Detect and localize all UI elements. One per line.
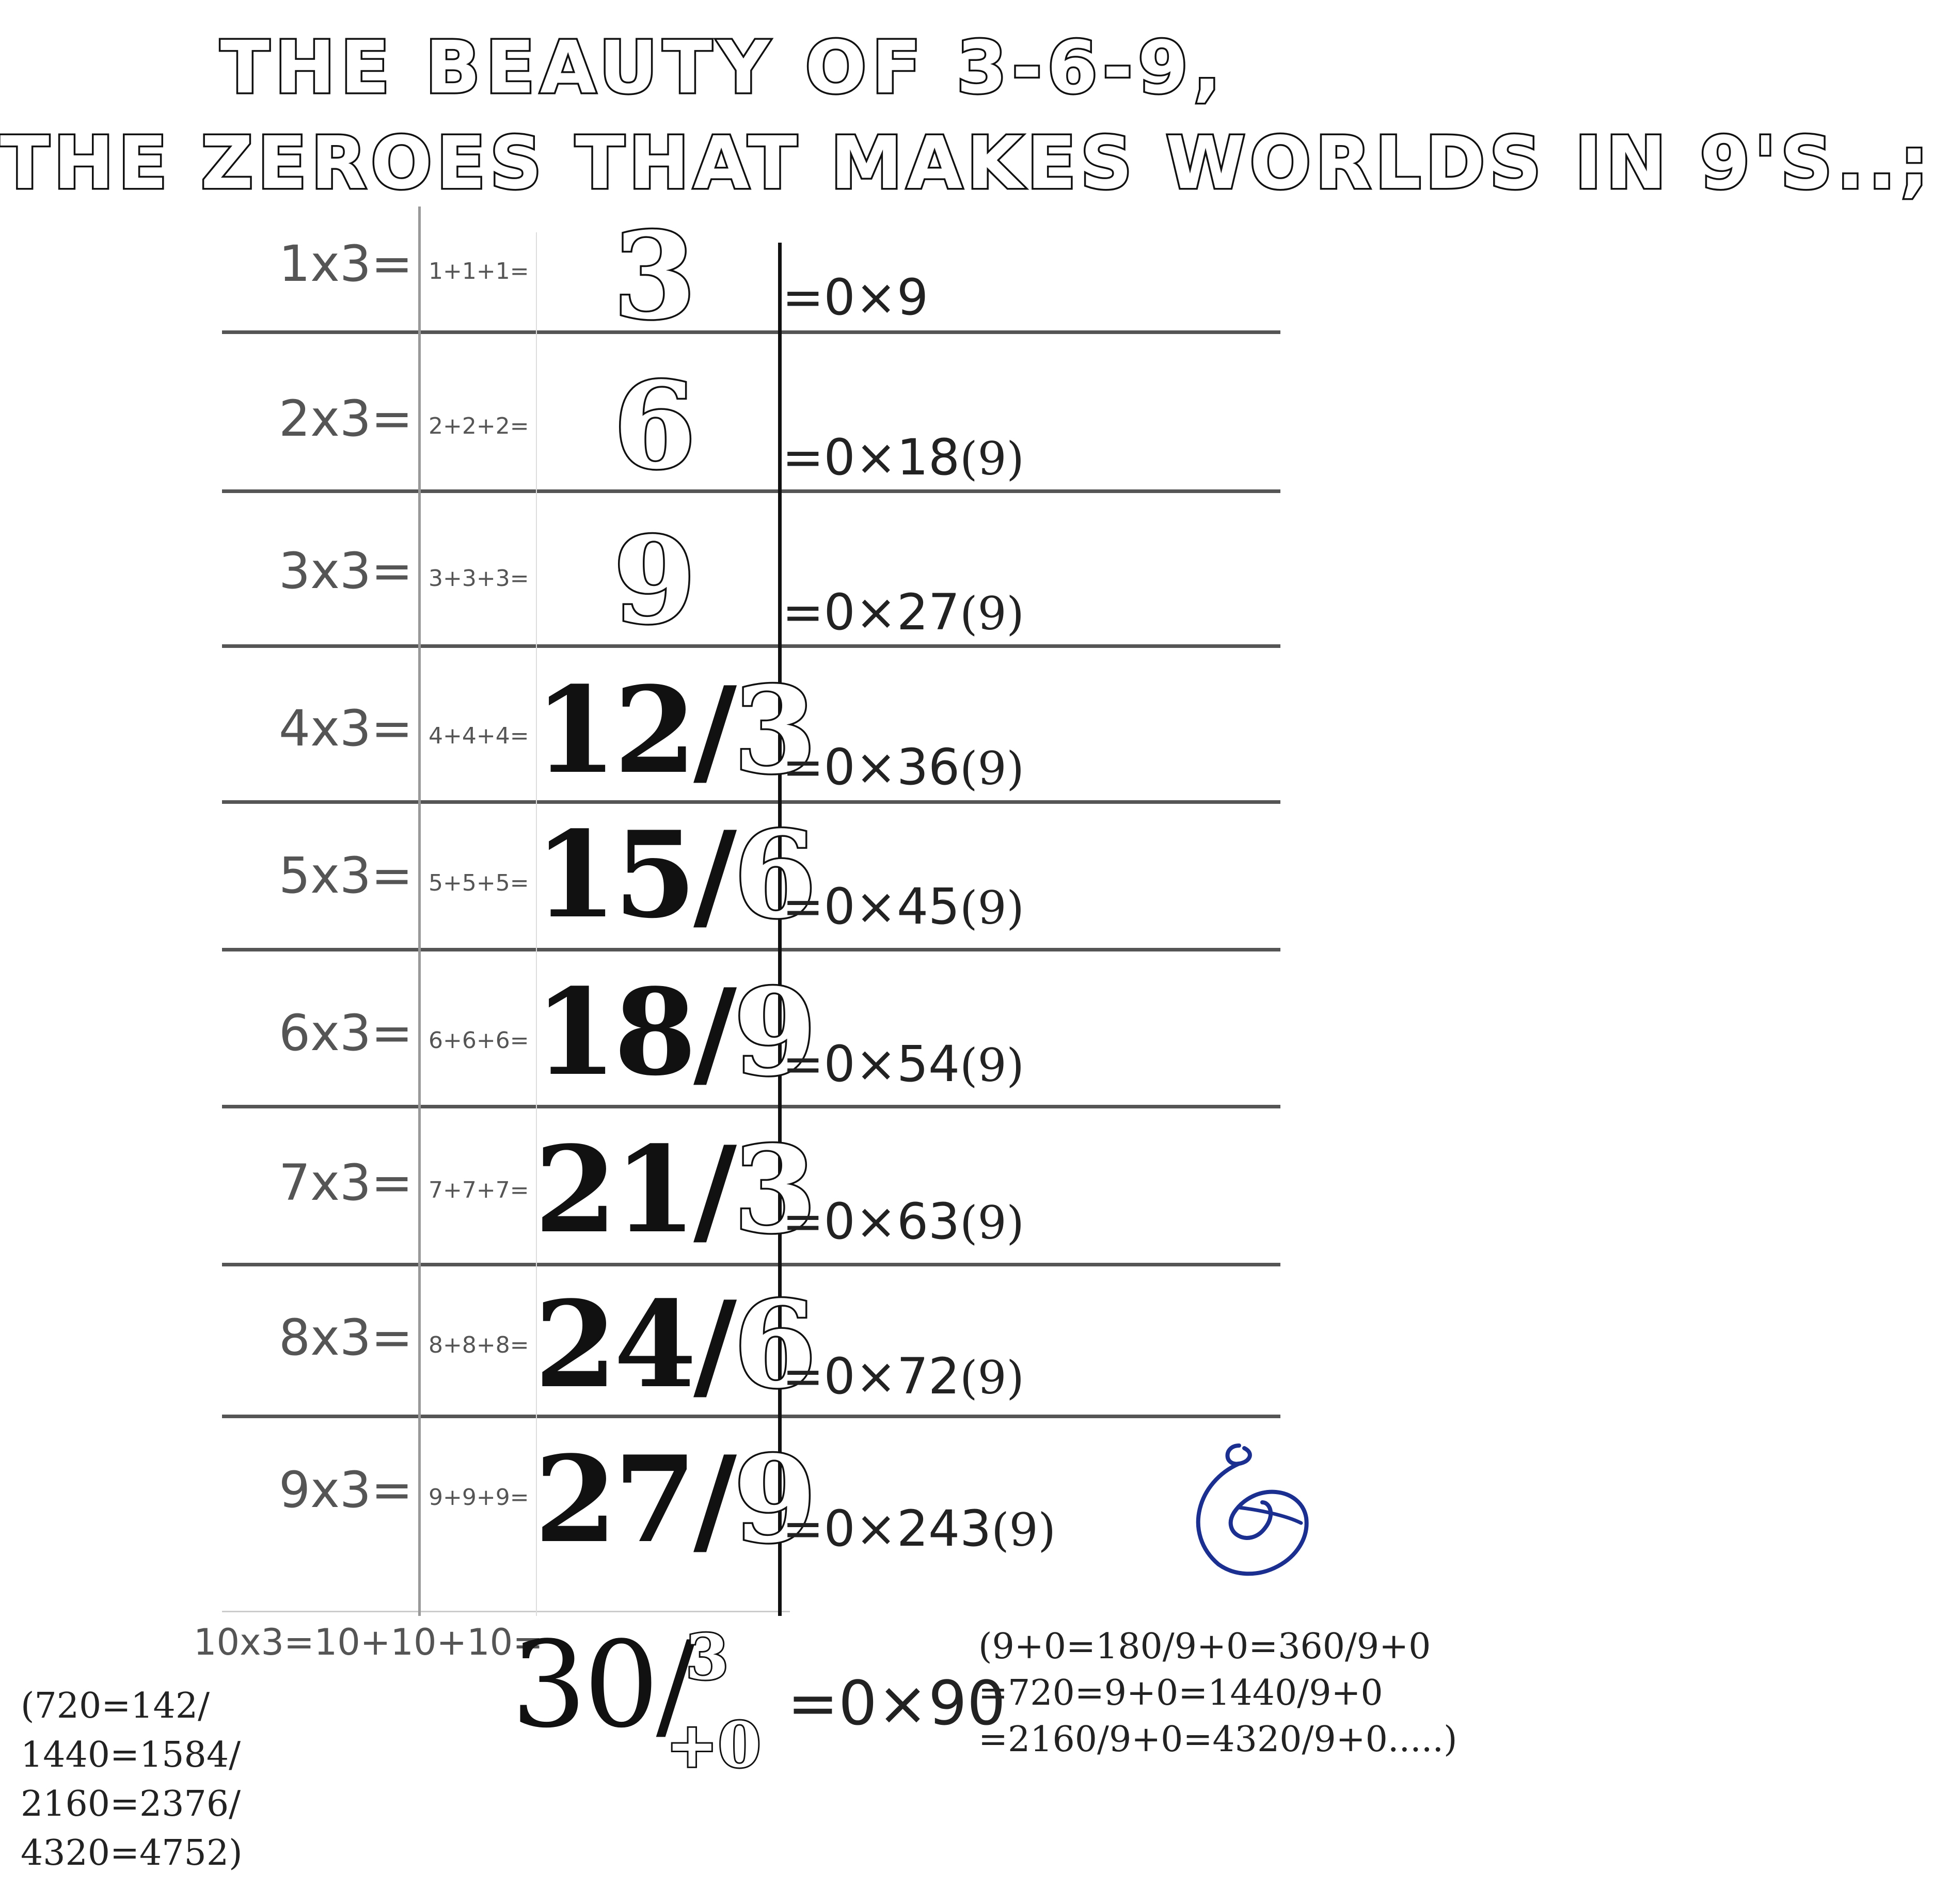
row-multiplication: 6x3= <box>279 1004 413 1062</box>
bottom-result: 30/ <box>511 1616 693 1754</box>
row-zero-product: =0×72(9) <box>782 1347 1024 1405</box>
title-line-1: THE BEAUTY OF 3-6-9, <box>220 26 1226 110</box>
row-multiplication: 3x3= <box>279 542 413 600</box>
row-zero-product: =0×54(9) <box>782 1035 1024 1093</box>
row-zero-product: =0×36(9) <box>782 738 1024 796</box>
bottom-result-superscript: 3 <box>686 1621 729 1694</box>
row-zero-product: =0×9 <box>782 268 929 326</box>
left-note-line: 4320=4752) <box>21 1833 243 1874</box>
row-sum: 6+6+6= <box>429 1027 529 1054</box>
row-result: 3 <box>613 207 693 346</box>
row-multiplication: 8x3= <box>279 1309 413 1367</box>
row-result: 12/3 <box>534 661 814 800</box>
right-note-line: (9+0=180/9+0=360/9+0 <box>978 1626 1431 1667</box>
row-result: 6 <box>613 356 693 496</box>
row-sum: 4+4+4= <box>429 723 529 749</box>
row-divider <box>222 800 1280 804</box>
row-result: 24/6 <box>534 1275 814 1415</box>
bottom-result-subscript: +0 <box>666 1709 762 1782</box>
title-line-2: THE ZEROES THAT MAKES WORLDS IN 9'S..; <box>0 121 1933 205</box>
left-note-line: (720=142/ <box>21 1686 210 1726</box>
right-note-line: =2160/9+0=4320/9+0.....) <box>978 1719 1457 1760</box>
row-sum: 9+9+9= <box>429 1484 529 1511</box>
row-multiplication: 7x3= <box>279 1154 413 1212</box>
row-result: 15/6 <box>534 805 814 945</box>
row-divider <box>222 1415 1280 1418</box>
row-multiplication: 9x3= <box>279 1461 413 1519</box>
row-result: 9 <box>613 511 693 650</box>
row-multiplication: 4x3= <box>279 700 413 757</box>
signature-icon <box>1162 1425 1327 1590</box>
row-result: 27/9 <box>534 1430 814 1569</box>
row-result: 21/3 <box>534 1120 814 1260</box>
row-sum: 5+5+5= <box>429 870 529 896</box>
row-zero-product: =0×243(9) <box>782 1500 1056 1558</box>
bottom-multiplication: 10x3=10+10+10= <box>194 1621 543 1663</box>
row-zero-product: =0×45(9) <box>782 878 1024 935</box>
row-sum: 3+3+3= <box>429 565 529 592</box>
row-zero-product: =0×18(9) <box>782 429 1024 486</box>
row-sum: 2+2+2= <box>429 413 529 439</box>
row-divider <box>222 948 1280 951</box>
bottom-zero-product: =0×90 <box>787 1668 1006 1739</box>
row-zero-product: =0×27(9) <box>782 583 1024 641</box>
right-note-line: =720=9+0=1440/9+0 <box>978 1673 1383 1713</box>
table-bottom-line <box>222 1611 790 1612</box>
row-multiplication: 5x3= <box>279 847 413 905</box>
row-divider <box>222 644 1280 648</box>
column-divider-left <box>418 207 421 1616</box>
row-divider <box>222 489 1280 493</box>
row-result: 18/9 <box>534 963 814 1102</box>
row-sum: 8+8+8= <box>429 1332 529 1358</box>
row-divider <box>222 1263 1280 1266</box>
left-note-line: 1440=1584/ <box>21 1735 241 1775</box>
left-note-line: 2160=2376/ <box>21 1784 241 1824</box>
row-divider <box>222 1105 1280 1108</box>
row-multiplication: 1x3= <box>279 235 413 293</box>
row-multiplication: 2x3= <box>279 390 413 448</box>
row-sum: 7+7+7= <box>429 1177 529 1203</box>
row-zero-product: =0×63(9) <box>782 1193 1024 1250</box>
row-sum: 1+1+1= <box>429 258 529 284</box>
